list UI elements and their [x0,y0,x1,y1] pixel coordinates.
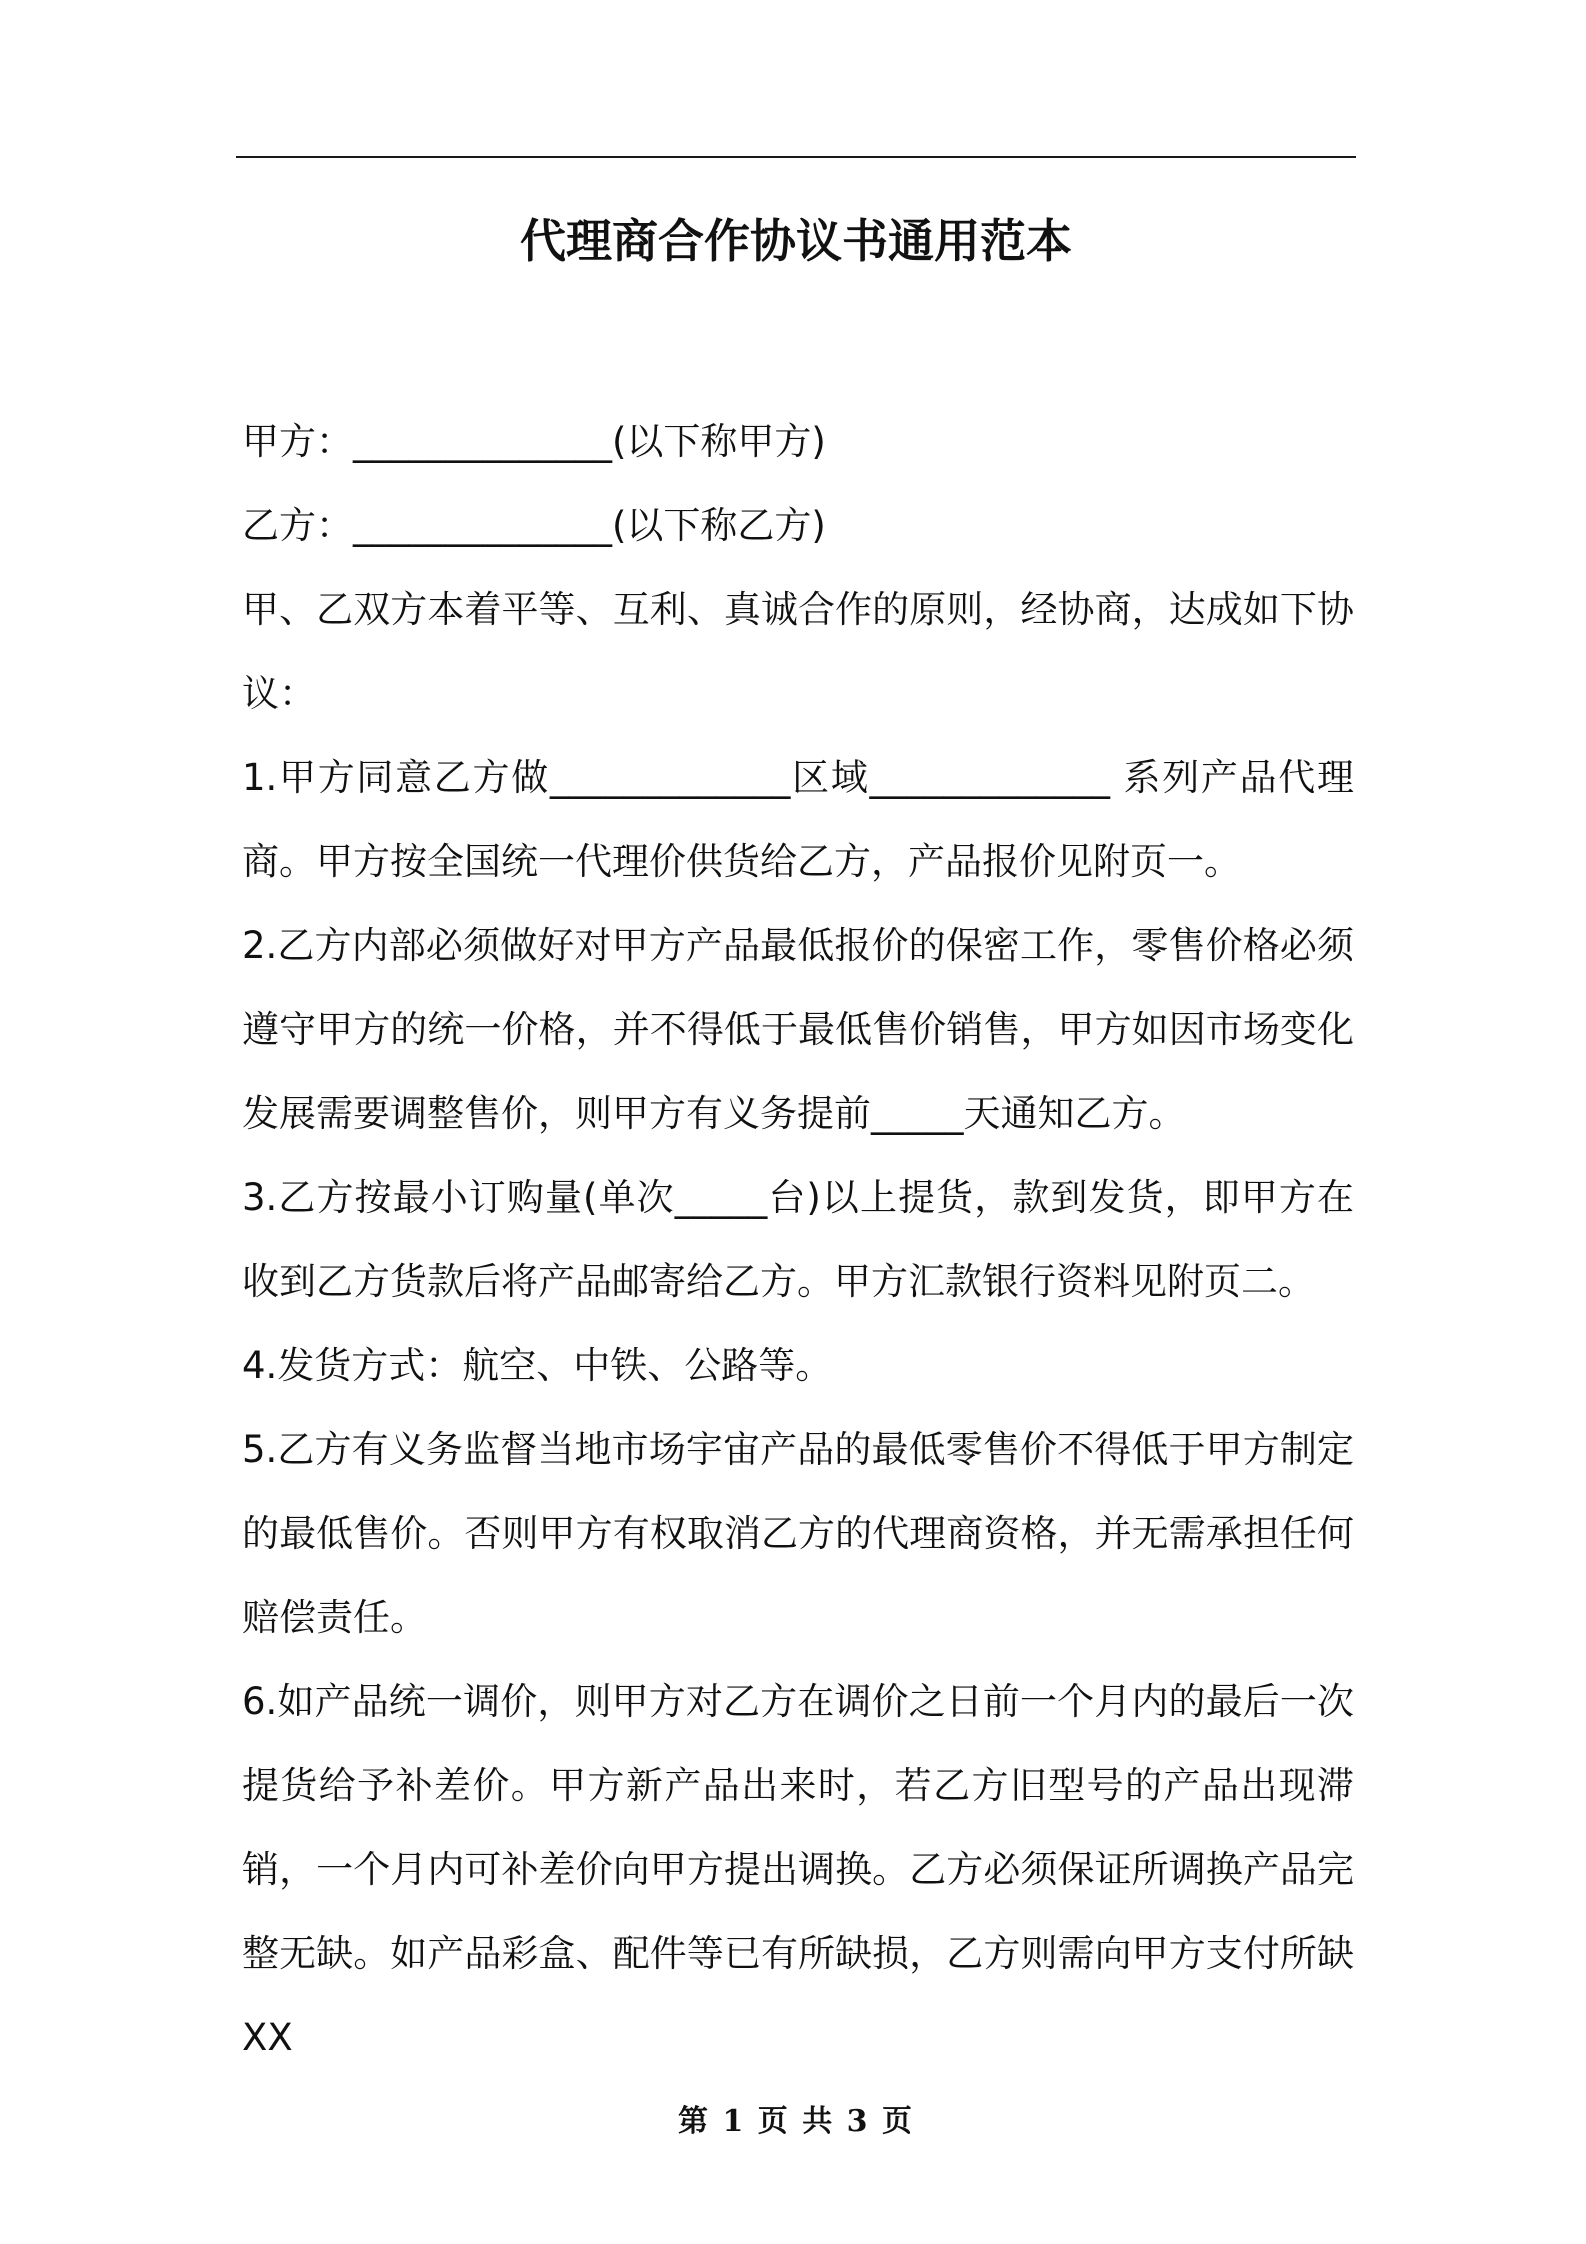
document-title: 代理商合作协议书通用范本 [520,214,1072,268]
clause-1: 1.甲方同意乙方做_____________区域_____________ 系列产品代理商。甲方按全国统一代理价供货给乙方，产品报价见附页一。 [242,756,1354,883]
document-body [242,400,1354,2080]
party-b-line: 乙方：______________(以下称乙方) [242,504,826,547]
clause-3: 3.乙方按最小订购量(单次_____台)以上提货，款到发货，即甲方在收到乙方货款后将产品邮寄给乙方。甲方汇款银行资料见附页二。 [242,1176,1354,1303]
page-number-footer: 第 1 页 共 3 页 [678,2104,914,2139]
header-rule [236,156,1356,158]
preamble-paragraph: 甲、乙双方本着平等、互利、真诚合作的原则，经协商，达成如下协议： [242,588,1354,715]
party-a-line: 甲方：______________(以下称甲方) [242,420,826,463]
clause-6: 6.如产品统一调价，则甲方对乙方在调价之日前一个月内的最后一次提货给予补差价。甲方新产品出来时，若乙方旧型号的产品出现滞销，一个月内可补差价向甲方提出调换。乙方必须保证所调换产品完整无缺。如产品彩盒、配件等已有所缺损，乙方则需向甲方支付所缺 XX [242,1680,1354,2059]
clause-2: 2.乙方内部必须做好对甲方产品最低报价的保密工作，零售价格必须遵守甲方的统一价格，并不得低于最低售价销售，甲方如因市场变化发展需要调整售价，则甲方有义务提前_____天通知乙方。 [242,924,1354,1135]
clause-5: 5.乙方有义务监督当地市场宇宙产品的最低零售价不得低于甲方制定的最低售价。否则甲方有权取消乙方的代理商资格，并无需承担任何赔偿责任。 [242,1428,1354,1639]
clause-4: 4.发货方式：航空、中铁、公路等。 [242,1344,833,1387]
